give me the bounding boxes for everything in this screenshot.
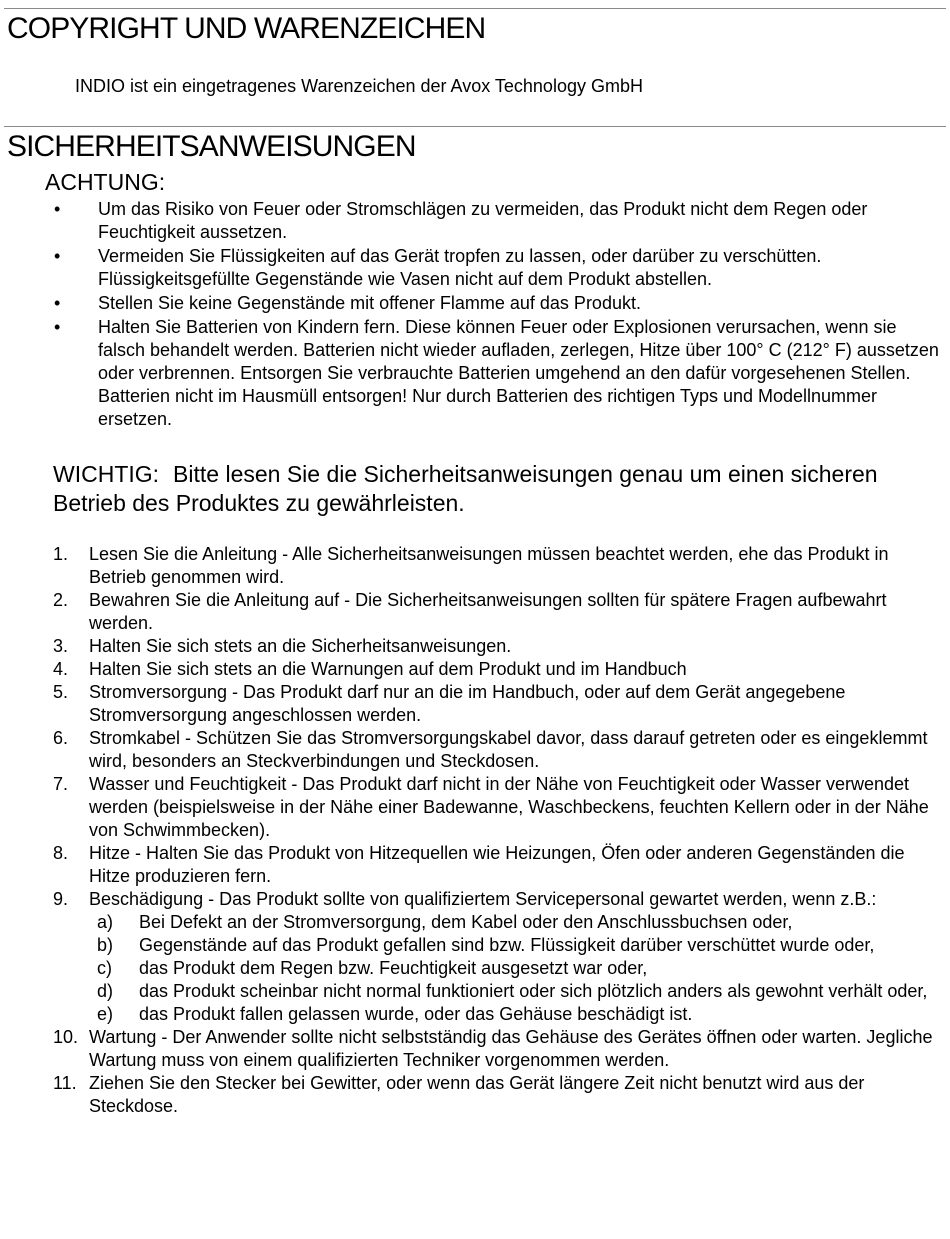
step-number: 5.	[53, 682, 69, 702]
step-text: Beschädigung - Das Produkt sollte von qualifiziertem Servicepersonal gewartet werden, wenn z.B.:	[89, 889, 877, 909]
section-divider	[4, 126, 946, 127]
list-item	[0, 1026, 945, 1072]
case-letter: a)	[97, 912, 114, 932]
list-item	[0, 198, 940, 244]
case-letter: c)	[97, 958, 112, 978]
step-number: 4.	[53, 659, 69, 679]
case-letter: b)	[97, 935, 114, 955]
step-number: 10.	[53, 1027, 79, 1047]
important-notice	[53, 460, 933, 518]
warning-text: Halten Sie Batterien von Kindern fern. Diese können Feuer oder Explosionen verursachen, wenn sie falsch behandelt werden. Batterien nicht wieder aufladen, zerlegen, Hitze über 100° C (212° F) aussetzen oder verbrennen. Entsorgen Sie verbrauchte Batterien umgehend an den dafür vorgesehenen Stellen. Batterien nicht im Hausmüll entsorgen! Nur durch Batterien des richtigen Typs und Modellnummer ersetzen.	[98, 317, 939, 429]
step-text: Lesen Sie die Anleitung - Alle Sicherheitsanweisungen müssen beachtet werden, ehe das Produkt in Betrieb genommen wird.	[89, 544, 889, 587]
step-text: Hitze - Halten Sie das Produkt von Hitzequellen wie Heizungen, Öfen oder anderen Gegenständen die Hitze produzieren fern.	[89, 843, 905, 886]
case-text: das Produkt fallen gelassen wurde, oder das Gehäuse beschädigt ist.	[139, 1004, 693, 1024]
sub-list-item	[89, 980, 945, 1003]
list-item	[0, 292, 940, 315]
list-item	[0, 658, 945, 681]
step-text: Halten Sie sich stets an die Sicherheitsanweisungen.	[89, 636, 512, 656]
step-number: 6.	[53, 728, 69, 748]
warning-list	[0, 198, 940, 432]
step-text: Halten Sie sich stets an die Warnungen auf dem Produkt und im Handbuch	[89, 659, 687, 679]
sub-list-item	[89, 1003, 945, 1026]
step-text: Bewahren Sie die Anleitung auf - Die Sicherheitsanweisungen sollten für spätere Fragen aufbewahrt werden.	[89, 590, 887, 633]
step-text: Stromversorgung - Das Produkt darf nur an die im Handbuch, oder auf dem Gerät angegebene Stromversorgung angeschlossen werden.	[89, 682, 846, 725]
list-item	[0, 727, 945, 773]
list-item	[0, 681, 945, 727]
top-divider	[4, 8, 946, 9]
step-number: 9.	[53, 889, 69, 909]
case-text: das Produkt dem Regen bzw. Feuchtigkeit ausgesetzt war oder,	[139, 958, 648, 978]
achtung-label: ACHTUNG:	[45, 169, 166, 195]
step-number: 11.	[53, 1073, 77, 1093]
warning-text: Stellen Sie keine Gegenstände mit offener Flamme auf das Produkt.	[98, 293, 641, 313]
safety-steps-list	[0, 543, 945, 1118]
step-text: Wasser und Feuchtigkeit - Das Produkt darf nicht in der Nähe von Feuchtigkeit oder Wasser verwendet werden (beispielsweise in der Nähe einer Badewanne, Waschbeckens, feuchten Kellern oder in der Nähe von Schwimmbecken).	[89, 774, 929, 840]
case-letter: d)	[97, 981, 114, 1001]
list-item	[0, 635, 945, 658]
step-text: Wartung - Der Anwender sollte nicht selbstständig das Gehäuse des Gerätes öffnen oder warten. Jegliche Wartung muss von einem qualifizierten Techniker vorgenommen werden.	[89, 1027, 933, 1070]
important-text: Bitte lesen Sie die Sicherheitsanweisungen genau um einen sicheren Betrieb des Produktes zu gewährleisten.	[53, 461, 878, 516]
bullet-icon: •	[54, 293, 61, 313]
case-text: Gegenstände auf das Produkt gefallen sind bzw. Flüssigkeit darüber verschüttet wurde oder,	[139, 935, 875, 955]
sub-list-item	[89, 957, 945, 980]
safety-heading: SICHERHEITSANWEISUNGEN	[7, 130, 416, 163]
warning-text: Vermeiden Sie Flüssigkeiten auf das Gerät tropfen zu lassen, oder darüber zu verschütten. Flüssigkeitsgefüllte Gegenstände wie Vasen nicht auf dem Produkt abstellen.	[98, 246, 822, 289]
important-label: WICHTIG:	[53, 461, 160, 487]
list-item	[0, 316, 940, 431]
case-text: Bei Defekt an der Stromversorgung, dem Kabel oder den Anschlussbuchsen oder,	[139, 912, 793, 932]
copyright-heading: COPYRIGHT UND WARENZEICHEN	[7, 12, 486, 45]
list-item	[0, 773, 945, 842]
case-text: das Produkt scheinbar nicht normal funktioniert oder sich plötzlich anders als gewohnt verhält oder,	[139, 981, 928, 1001]
step-number: 8.	[53, 843, 69, 863]
list-item	[0, 543, 945, 589]
step-text: Stromkabel - Schützen Sie das Stromversorgungskabel davor, dass darauf getreten oder es eingeklemmt wird, besonders an Steckverbindungen und Steckdosen.	[89, 728, 928, 771]
case-letter: e)	[97, 1004, 114, 1024]
list-item	[0, 888, 945, 1026]
sub-list-item	[89, 911, 945, 934]
bullet-icon: •	[54, 246, 61, 266]
list-item	[0, 842, 945, 888]
step-text: Ziehen Sie den Stecker bei Gewitter, oder wenn das Gerät längere Zeit nicht benutzt wird aus der Steckdose.	[89, 1073, 865, 1116]
list-item	[0, 589, 945, 635]
step-number: 1.	[53, 544, 69, 564]
list-item	[0, 245, 940, 291]
warning-text: Um das Risiko von Feuer oder Stromschlägen zu vermeiden, das Produkt nicht dem Regen oder Feuchtigkeit aussetzen.	[98, 199, 868, 242]
sub-list-item	[89, 934, 945, 957]
step-number: 3.	[53, 636, 69, 656]
step-number: 2.	[53, 590, 69, 610]
trademark-text: INDIO ist ein eingetragenes Warenzeichen der Avox Technology GmbH	[75, 76, 643, 96]
list-item	[0, 1072, 945, 1118]
bullet-icon: •	[54, 317, 61, 337]
step-number: 7.	[53, 774, 69, 794]
bullet-icon: •	[54, 199, 61, 219]
damage-cases-list	[89, 911, 945, 1026]
